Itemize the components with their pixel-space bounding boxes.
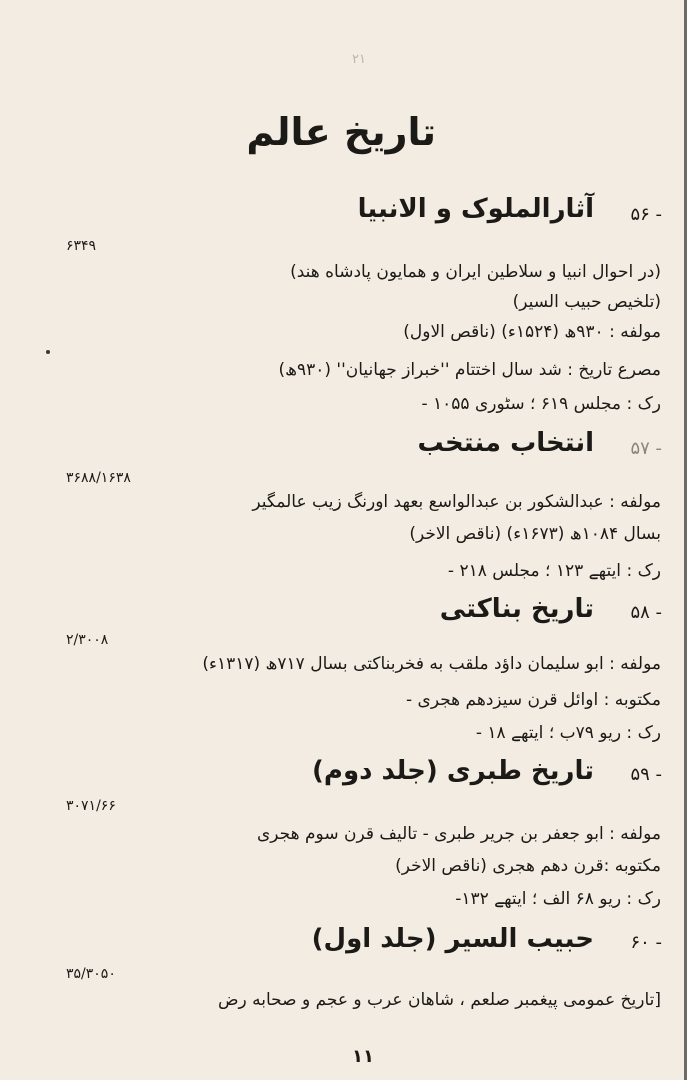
- entry-line: مولفه : ابو سلیمان داؤد ملقب به فخربناکتی بسال ۷۱۷ھ (۱۳۱۷ء): [202, 654, 661, 674]
- entry-number: ۶۰ -: [630, 932, 662, 953]
- entry-line: مولفه : عبدالشکور بن عبدالواسع بعهد اورنگ زیب عالمگیر: [252, 492, 661, 512]
- entry-line: مصرع تاریخ : شد سال اختتام ''خبراز جهانیان'' (۹۳۰ھ): [278, 360, 661, 380]
- bleed-through-page-number: ۲۱: [352, 52, 366, 67]
- entry-title: تاریخ طبری (جلد دوم): [312, 756, 594, 786]
- entry-accession: ۳۵/۳۰۵۰: [66, 966, 116, 982]
- entry-line: بسال ۱۰۸۴ھ (۱۶۷۳ء) (ناقص الاخر): [409, 524, 661, 544]
- entry-number: ۵۶ -: [630, 204, 662, 225]
- entry-line: (در احوال انبیا و سلاطین ایران و همایون پادشاه هند): [290, 262, 661, 282]
- entry-line: مولفه : ابو جعفر بن جریر طبری - تالیف قرن سوم هجری: [256, 824, 661, 844]
- entry-line: مکتوبه :قرن دهم هجری (ناقص الاخر): [395, 856, 661, 876]
- entry-accession: ۶۳۴۹: [66, 238, 97, 254]
- entry-title: آثارالملوک و الانبیا: [357, 194, 594, 224]
- entry-number: ۵۷ -: [630, 438, 662, 459]
- entry-line: رک : ایتھے ۱۲۳ ؛ مجلس ۲۱۸ -: [447, 561, 661, 581]
- entry-accession: ۳۰۷۱/۶۶: [66, 798, 116, 814]
- entry-line: (تلخیص حبیب السیر): [512, 292, 661, 312]
- entry-number: ۵۹ -: [630, 764, 662, 785]
- entry-line: رک : ریو ۶۸ الف ؛ ایتھے ۱۳۲-: [455, 889, 661, 909]
- entry-line: رک : مجلس ۶۱۹ ؛ سٹوری ۱۰۵۵ -: [421, 394, 661, 414]
- entry-title: حبیب السیر (جلد اول): [311, 924, 594, 954]
- page-heading: تاریخ عالم: [246, 110, 436, 154]
- entry-line: مکتوبه : اوائل قرن سیزدهم هجری -: [405, 690, 661, 710]
- entry-number: ۵۸ -: [630, 602, 662, 623]
- entry-accession: ۲/۳۰۰۸: [66, 632, 109, 648]
- ink-speck: [46, 350, 50, 354]
- entry-line: مولفه : ۹۳۰ھ (۱۵۲۴ء) (ناقص الاول): [403, 322, 661, 342]
- entry-title: انتخاب منتخب: [417, 428, 594, 458]
- page-number: ۱۱: [352, 1046, 374, 1067]
- entry-accession: ۳۶۸۸/۱۶۳۸: [66, 470, 131, 486]
- entry-line: [تاریخ عمومی پیغمبر صلعم ، شاهان عرب و عجم و صحابه رض: [217, 990, 661, 1010]
- entry-line: رک : ریو ۷۹ب ؛ ایتھے ۱۸ -: [475, 723, 661, 743]
- entry-title: تاریخ بناکتی: [439, 594, 594, 624]
